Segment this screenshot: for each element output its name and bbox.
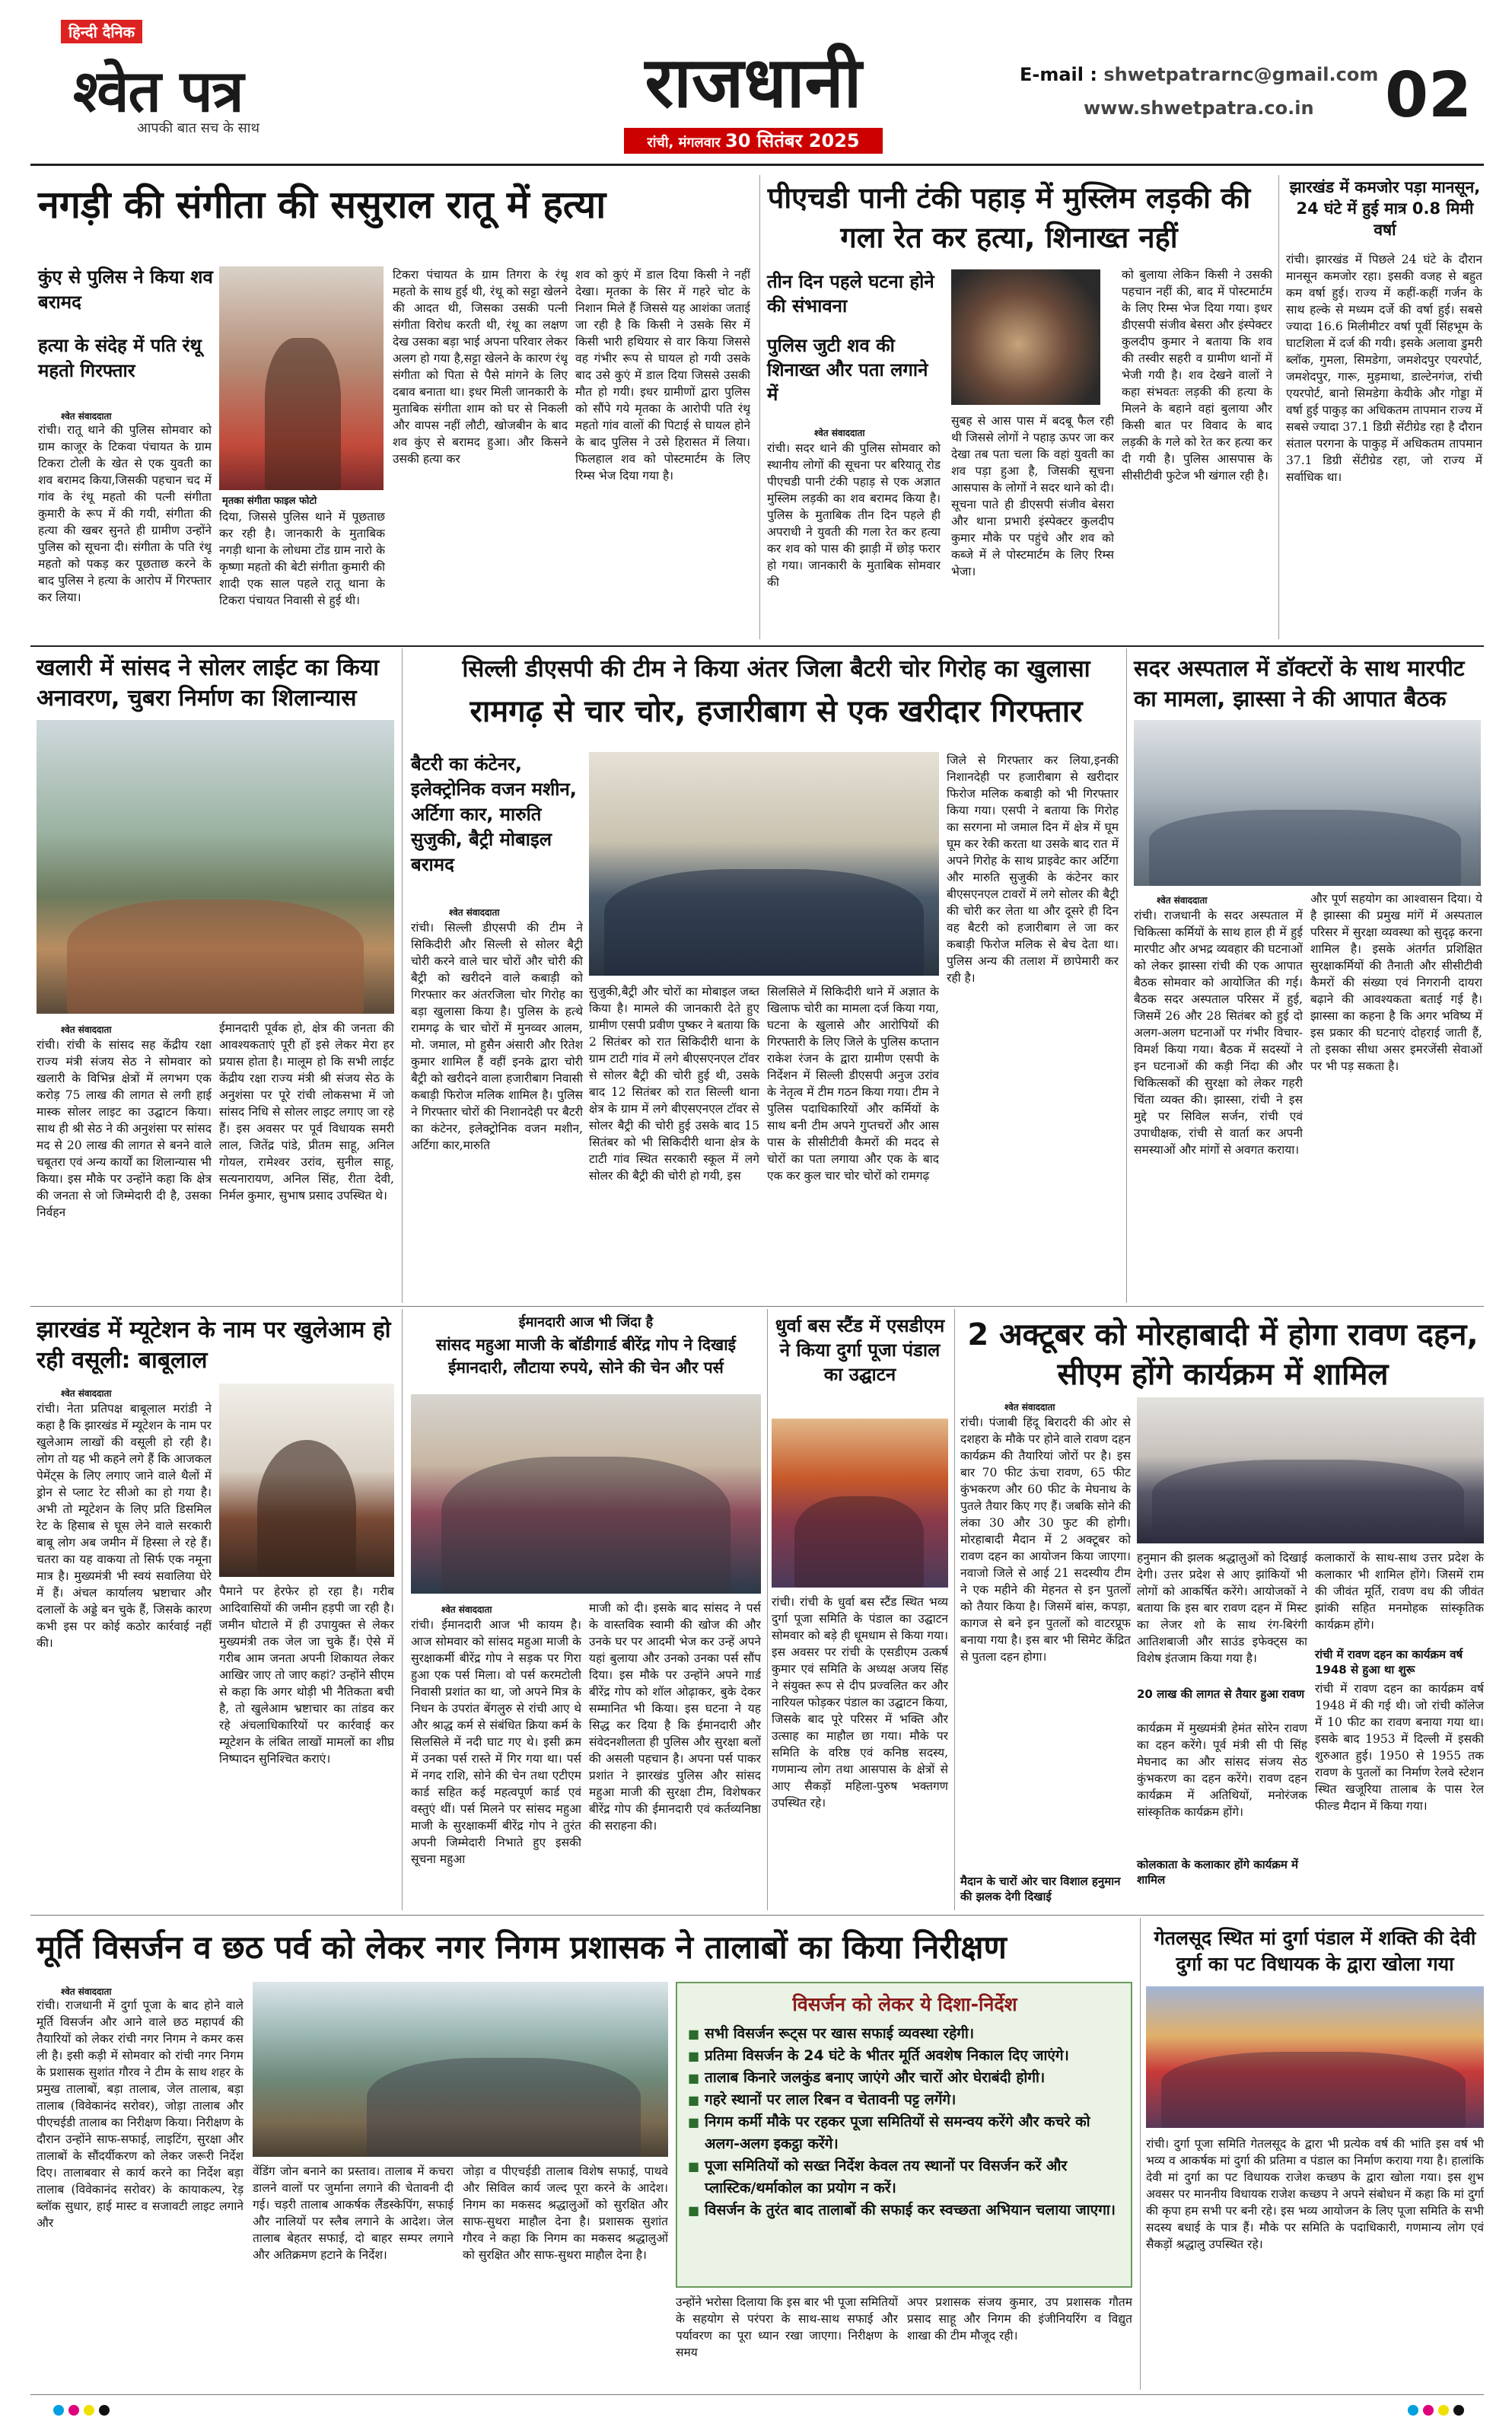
article-body: रांची। रातू थाने की पुलिस सोमवार को ग्राम काजूर के टिकवा पंचायत के ग्राम टिकरा टोली के खेत से एक युवती का शव बरामद किया,जिसकी पहचान चद में गांव के रंथू महतो की पत्नी संगीता कुमारी के रूप में की गयी, संगीता की हत्या की खबर सुनते ही ग्रामीण उन्होंने पुलिस को सूचना दी। संगीता के पति रंथू महतो को पकड़ कर पूछताछ करने के बाद पुलिस ने हत्या के आरोप में गिरफ्तार कर लिया। bbox=[38, 423, 212, 604]
email-line[interactable] bbox=[1020, 64, 1378, 85]
article-body: रांची। रांची के धुर्वा बस स्टैंड स्थित भव्य दुर्गा पूजा समिति के पंडाल का उद्घाटन सोमवार को बड़े ही धूमधाम से किया गया। इस अवसर पर रांची के एसडीएम उत्कर्ष कुमार एवं समिति के अध्यक्ष अजय सिंह ने संयुक्त रूप से दीप प्रज्वलित कर और नारियल फोड़कर पंडाल का उद्घाटन किया, जिसके बाद पूरे परिसर में भक्ति और उत्साह का माहौल छा गया। मौके पर समिति के वरिष्ठ एवं कनिष्ठ सदस्य, गणमान्य लोग तथा आसपास के क्षेत्रों से आए सैकड़ों महिला-पुरुष भक्तगण उपस्थित रहे। bbox=[772, 1595, 948, 1810]
registration-dot bbox=[1438, 2405, 1449, 2416]
masthead-rule bbox=[30, 164, 1484, 166]
headline[interactable]: खलारी में सांसद ने सोलर लाईट का किया अनावरण, चुबरा निर्माण का शिलान्यास bbox=[37, 655, 380, 712]
guideline-item: ■ पूजा समितियों को सख्त निर्देश केवल तय स्थानों पर विसर्जन करें और प्लास्टिक/थर्माकोल का प्रयोग न करें। bbox=[686, 2155, 1123, 2199]
subhead: 20 लाख की लागत से तैयार हुआ रावण bbox=[1137, 1687, 1305, 1701]
article-body: हनुमान की झलक श्रद्धालुओं को दिखाई देगी। उत्तर प्रदेश से आए झांकियों भी लोगों को आकर्षित करेंगे। आयोजकों ने बताया कि इस बार रावण दहन में मिस्ट का लेजर शो के साथ रंग-बिरंगी आतिशबाजी और साउंड इफेक्ट्स का विशेष इंतजाम किया गया है। bbox=[1137, 1551, 1307, 1665]
registration-dot bbox=[1453, 2405, 1464, 2416]
meeting-photo bbox=[1134, 720, 1481, 886]
section-title: राजधानी bbox=[645, 41, 862, 123]
guidelines-list bbox=[686, 2023, 1123, 2222]
guidelines-box bbox=[676, 1982, 1132, 2288]
ravan-organisers-photo bbox=[1137, 1397, 1484, 1543]
column-rule bbox=[767, 1309, 768, 1910]
date: 30 सितंबर 2025 bbox=[725, 130, 860, 151]
guideline-item: ■ निगम कर्मी मौके पर रहकर पूजा समितियों से समन्वय करेंगे और कचरे को अलग-अलग इकट्ठा करेंगे। bbox=[686, 2111, 1123, 2155]
pandal-photo bbox=[772, 1419, 948, 1588]
kicker: हत्या के संदेह में पति रंथू महतो गिरफ्तार bbox=[38, 335, 202, 381]
pond-inspection-photo bbox=[253, 1982, 668, 2157]
article-body: सुजुकी,बैट्री और चोरों का मोबाइल जब्त किया है। मामले की जानकारी देते हुए ग्रामीण एसपी प्रवीण पुष्कर ने बताया कि 2 सितंबर को रात सिकिदीरी थाना के ग्राम टाटी गांव में लगे बीएसएनएल टॉवर से सोलर बैट्री की चोरी हुई थी, उसके बाद 12 सितंबर को रात सिल्ली थाना क्षेत्र के ग्राम में लगे बीएसएनएल टॉवर से सोलर बैट्री की चोरी हुई उसके बाद 15 सितंबर को भी सिकिदीरी थाना क्षेत्र के टाटी गांव स्थित सरकारी स्कूल में लगे सोलर की बैट्री की चोरी हो गयी, इस bbox=[589, 985, 759, 1183]
registration-dot bbox=[1408, 2405, 1418, 2416]
article-body: रांची। दुर्गा पूजा समिति गेतलसूद के द्वारा भी प्रत्येक वर्ष की भांति इस वर्ष भी भव्य व आकर्षक मां दुर्गा की प्रतिमा व पंडाल का निर्माण कराया गया है। हालांकि देवी मां दुर्गा का पट विधायक राजेश कच्छप के द्वारा खोला गया। इस शुभ अवसर पर माननीय विधायक राजेश कच्छप ने अपने संबोधन में कहा कि मां दुर्गा की कृपा हम सभी पर बनी रहे। इस भव्य आयोजन के लिए पूजा समिति के सभी सदस्य बधाई के पात्र हैं। मौके पर समिति के पदाधिकारी, गणमान्य लोग एवं सैकड़ों श्रद्धालु उपस्थित रहे। bbox=[1146, 2137, 1484, 2251]
email-address[interactable]: shwetpatrarnc@gmail.com bbox=[1103, 64, 1379, 85]
registration-dot bbox=[84, 2405, 94, 2416]
registration-dot bbox=[68, 2405, 79, 2416]
kicker: ईमानदारी आज भी जिंदा है bbox=[518, 1314, 654, 1330]
article-body: अपर प्रशासक संजय कुमार, उप प्रशासक गौतम प्रसाद साहू और निगम की इंजीनियरिंग व विद्युत शाखा की टीम मौजूद रही। bbox=[907, 2295, 1132, 2343]
column-rule bbox=[954, 1309, 955, 1910]
column-rule bbox=[1278, 175, 1279, 639]
section-rule bbox=[30, 1915, 1484, 1916]
byline: श्वेत संवाददाता bbox=[61, 1388, 112, 1399]
victim-photo bbox=[951, 269, 1100, 405]
article-body: जिले से गिरफ्तार कर लिया,इनकी निशानदेही पर हजारीबाग से खरीदार फिरोज मलिक कबाड़ी को भी गिरफ्तार किया गया। एसपी ने बताया कि गिरोह का सरगना मो जमाल दिन में क्षेत्र में घूम घूम कर रेकी करता था उसके बाद रात में अपने गिरोह के साथ प्राइवेट कार अर्टिगा और मारुति सुजुकी के कंटेनर कार बीएसएनएल टावरों में लगे सोलर की बैट्री की चोरी कर लेता था और दूसरे ही दिन वह बैटरी को हजारीबाग ले जा कर कबाड़ी फिरोज मलिक से बेच देता था। पुलिस अन्य की तलाश में छापेमारी कर रही है। bbox=[947, 753, 1119, 985]
tagline: आपकी बात सच के साथ bbox=[137, 120, 259, 136]
article-body: दिया, जिससे पुलिस थाने में पूछताछ कर रही है। जानकारी के मुताबिक नगड़ी थाना के लोधमा टोंड ग्राम नारो के कृष्णा महतो की बेटी संगीता कुमारी की शादी एक साल पहले रातू थाना के टिकरा पंचायत निवासी से हुई थी। bbox=[219, 510, 385, 607]
guideline-item: ■ प्रतिमा विसर्जन के 24 घंटे के भीतर मूर्ति अवशेष निकाल दिए जाएंगे। bbox=[686, 2045, 1123, 2067]
page-number: 02 bbox=[1385, 59, 1472, 132]
article-body: उन्होंने भरोसा दिलाया कि इस बार भी पूजा समितियों के सहयोग से परंपरा के साथ-साथ सफाई और पर्यावरण का पूरा ध्यान रखा जाएगा। निरीक्षण के समय bbox=[676, 2295, 898, 2359]
headline[interactable]: सदर अस्पताल में डॉक्टरों के साथ मारपीट का मामला, झास्सा ने की आपात बैठक bbox=[1134, 655, 1465, 712]
article-body: कार्यक्रम में मुख्यमंत्री हेमंत सोरेन रावण का दहन करेंगे। पूर्व मंत्री सी पी सिंह मेघनाद का और सांसद संजय सेठ कुंभकरण का दहन करेंगे। रावण दहन कार्यक्रम में अतिथियों, मनोरंजक सांस्कृतिक कार्यक्रम होंगे। bbox=[1137, 1722, 1307, 1819]
byline: श्वेत संवाददाता bbox=[61, 411, 112, 422]
guideline-item: ■ तालाब किनारे जलकुंड बनाए जाएंगे और चारों ओर घेराबंदी होगी। bbox=[686, 2067, 1123, 2089]
masthead bbox=[0, 0, 1512, 151]
victim-photo bbox=[219, 266, 384, 490]
article-body: रांची। रांची के सांसद सह केंद्रीय रक्षा राज्य मंत्री संजय सेठ ने सोमवार को खलारी के विभिन्न क्षेत्रों में लगभग एक करोड़ 75 लाख की लागत से लगी हाई मास्क सोलर लाइट का उद्घाटन किया। साथ ही श्री सेठ ने की अनुशंसा पर सांसद मद से 20 लाख की लागत से बनने वाले चबूतरा एवं अन्य कार्यों का शिलान्यास भी किया। इस मौके पर उन्होंने कहा कि क्षेत्र की जनता से जो जिम्मेदारी दी है, उसका निर्वहन bbox=[37, 1038, 212, 1219]
byline: श्वेत संवाददाता bbox=[1004, 1402, 1055, 1413]
article-body: और पूर्ण सहयोग का आश्वासन दिया। ये है झास्सा की प्रमुख मांगें में अस्पताल परिसर में सुरक्षा व्यवस्था को सुदृढ़ करना शामिल है। इसके अंतर्गत प्रशिक्षित सुरक्षाकर्मियों की तैनाती और सीसीटीवी कैमरों की संख्या एवं निगरानी दायरा बढ़ाने की आवश्यकता बताई गई है। झास्सा का कहना है कि अगर भविष्य में इस प्रकार की घटनाएं दोहराई जाती हैं, तो इसका सीधा असर इमरजेंसी सेवाओं पर भी पड़ सकता है। bbox=[1310, 892, 1482, 1073]
article-body: को बुलाया लेकिन किसी ने उसकी पहचान नहीं की, बाद में पोस्टमार्टम के लिए रिम्स भेज दिया गया। इधर डीएसपी संजीव बेसरा और इंस्पेक्टर कुलदीप कुमार ने बताया कि शव की तस्वीर सहरी व ग्रामीण थानों में भेजी गयी है। शव देखने वालों ने कहा संभवतः लड़की की हत्या के मिलने के बहाने वहां बुलाया और किसी बात पर विवाद के बाद लड़की के गले को रेत कर हत्या कर दी गयी है। पुलिस आसपास के सीसीटीवी फुटेज भी खंगाल रही है। bbox=[1122, 268, 1272, 483]
section-rule bbox=[30, 645, 1484, 647]
subhead: मैदान के चारों ओर चार विशाल हनुमान की झलक देगी दिखाई bbox=[960, 1874, 1121, 1903]
headline[interactable]: गेतलसूद स्थित मां दुर्गा पंडाल में शक्ति की देवी दुर्गा का पट विधायक के द्वारा खोला गया bbox=[1154, 1927, 1476, 1975]
article-body: पैमाने पर हेरफेर हो रहा है। गरीब आदिवासियों की जमीन हड़पी जा रही है। जमीन घोटाले में ही उपायुक्त से लेकर मुख्यमंत्री तक जेल जा चुके हैं। ऐसे में गरीब आम जनता अपनी शिकायत लेकर आखिर जाए तो जाए कहां? उन्होंने सीएम से कहा कि अगर थोड़ी भी नैतिकता बची है, तो खुलेआम भ्रष्टाचार का तांडव कर रहे अंचलाधिकारियों पर कार्रवाई कर म्यूटेशन के लंबित लाखों मामलों का शीघ्र निष्पादन सुनिश्चित कराएं। bbox=[219, 1585, 394, 1766]
headline[interactable]: मूर्ति विसर्जन व छठ पर्व को लेकर नगर निगम प्रशासक ने तालाबों का किया निरीक्षण bbox=[37, 1929, 1007, 1966]
article-body: कलाकारों के साथ-साथ उत्तर प्रदेश के कलाकार भी शामिल होंगे। जिसमें राम की जीवंत मूर्ति, रावण वध की जीवंत झांकी सहित मनमोहक सांस्कृतिक कार्यक्रम होंगे। bbox=[1315, 1551, 1484, 1632]
headline[interactable]: पीएचडी पानी टंकी पहाड़ में मुस्लिम लड़की की गला रेत कर हत्या, शिनाख्त नहीं bbox=[767, 181, 1251, 254]
headline[interactable]: सांसद महुआ माजी के बॉडीगार्ड बीरेंद्र गोप ने दिखाई ईमानदारी, लौटाया रुपये, सोने की चेन और पर्स bbox=[436, 1336, 736, 1377]
dateline-bar bbox=[624, 128, 883, 154]
headline[interactable]: झारखंड में म्यूटेशन के नाम पर खुलेआम हो रही वसूली: बाबूलाल bbox=[37, 1317, 391, 1374]
kicker: कुंए से पुलिस ने किया शव बरामद bbox=[38, 266, 213, 313]
column-rule bbox=[402, 648, 403, 1303]
kicker: पुलिस जुटी शव की शिनाख्त और पता लगाने में bbox=[767, 335, 928, 405]
kicker: बैटरी का कंटेनर, इलेक्ट्रोनिक वजन मशीन, अर्टिगा कार, मारुति सुजुकी, बैट्री मोबाइल बरामद bbox=[411, 753, 577, 875]
headline[interactable]: झारखंड में कमजोर पड़ा मानसून, 24 घंटे में हुई मात्र 0.8 मिमी वर्षा bbox=[1289, 178, 1481, 239]
photo-caption: मृतका संगीता फाइल फोटो bbox=[222, 495, 317, 507]
article-body: शव को कुएं में डाल दिया किसी ने नहीं देखा। मृतका के सिर में गहरे चोट के निशान मिले हैं जिससे यह आशंका जताई जा रही है कि किसी ने उसके सिर में किसी भारी हथियार से वार किया जिससे वह गंभीर रूप से घायल हो गयी उसके बाद उसे कुएं में डाल दिया जिससे उसकी मौत हो गयी। इधर ग्रामीणों द्वारा पुलिस को सौंपे गये मृतका के आरोपी पति रंथू महतो गांव वालों की पिटाई से घायल होने के बाद पुलिस ने उसे हिरासत में लिया। फिलहाल शव को पोस्टमार्टम के लिए रिम्स भेज दिया गया है। bbox=[575, 268, 750, 483]
article-body: सुबह से आस पास में बदबू फैल रही थी जिससे लोगों ने पहाड़ ऊपर जा कर देखा तब पता चला कि वहां युवती का शव पड़ा हुआ है, जिसकी सूचना आसपास के लोगों ने सदर थाने को दी। सूचना पाते ही डीएसपी संजीव बेसरा और थाना प्रभारी इंस्पेक्टर कुलदीप कुमार मौके पर पहुंचे और शव को कब्जे में ले पोस्टमार्टम के लिए रिम्स भेजा। bbox=[951, 414, 1114, 578]
byline: श्वेत संवाददाता bbox=[814, 428, 865, 438]
headline[interactable]: धुर्वा बस स्टैंड में एसडीएम ने किया दुर्गा पूजा पंडाल का उद्घाटन bbox=[775, 1315, 945, 1385]
registration-dot bbox=[53, 2405, 64, 2416]
article-body: रांची। नेता प्रतिपक्ष बाबूलाल मरांडी ने कहा है कि झारखंड में म्यूटेशन के नाम पर खुलेआम लाखों की वसूली हो रही है। लोग तो यह भी कहने लगे हैं कि आजकल पेमेंट्स के लिए लगाए जाने वाले थैलों में ड्रोन से प्लाट रेट सीओ का हो गया है। अभी तो म्यूटेशन के लिए प्रति डिसमिल रेट के हिसाब से घूस लेने वाले सरकारी बाबू लोग अब जमीन में हिस्सा ले रहे हैं। चतरा का यह वाकया तो सिर्फ एक नमूना मात्र है। मुख्यमंत्री भी स्वयं सवालिया घेरे में हैं। अंचल कार्यालय भ्रष्टाचार और दलालों के अड्डे बन चुके हैं, जिसके कारण कभी इस पर कोई कठोर कार्रवाई नहीं की। bbox=[37, 1402, 212, 1650]
article-body: रांची। झारखंड में पिछले 24 घंटे के दौरान मानसून कमजोर रहा। इसकी वजह से बहुत कम वर्षा हुई। राज्य में कहीं-कहीं गर्जन के साथ हल्के से मध्यम दर्जे की वर्षा हुई। सबसे ज्यादा 16.6 मिलीमीटर वर्षा पूर्वी सिंहभूम के घाटशिला में दर्ज की गयी। इसके अलावा डुमरी ब्लॉक, गुमला, सिमडेगा, जमशेदपुर एयरपोर्ट, जमशेदपुर, गारू, मुड़माथा, डाल्टेनगंज, रांची एयरपोर्ट, बानो सिमडेगा केयीके और गोड्डा में वर्षा हुई पाकुड़ का अधिकतम तापमान राज्य में सबसे ज्यादा 37.1 डिग्री सेंटीग्रेड रहा है दौरान संताल परगना के पाकुड़ में अधिकतम तापमान 37.1 डिग्री सेंटीग्रेड रहा, जो राज्य में सर्वाधिक था। bbox=[1286, 253, 1482, 484]
paper-logo: श्वेत पत्र bbox=[73, 57, 244, 125]
subhead: कोलकाता के कलाकार होंगे कार्यक्रम में शामिल bbox=[1137, 1858, 1299, 1887]
guidelines-title: विसर्जन को लेकर ये दिशा-निर्देश bbox=[792, 1993, 1017, 2015]
headline[interactable]: रामगढ़ से चार चोर, हजारीबाग से एक खरीदार गिरफ्तार bbox=[470, 694, 1083, 729]
article-body: रांची। ईमानदारी आज भी कायम है। आज सोमवार को सांसद महुआ माजी के सुरक्षाकर्मी बीरेंद्र गोप ने सड़क पर गिरा हुआ एक पर्स मिला। वो पर्स करमटोली निवासी प्रशांत का था, जो अपने मित्र के निधन के उपरांत बेंगलुरु से रांची आए थे और श्राद्ध कर्म से संबंधित क्रिया कर्म के सिलसिले में नदी घाट गए थे। इसी क्रम में उनका पर्स रास्ते में गिर गया था। पर्स में नगद राशि, सोने की चेन तथा एटीएम कार्ड सहित कई महत्वपूर्ण कार्ड एवं वस्तुएं थीं। पर्स मिलने पर सांसद महुआ माजी के सुरक्षाकर्मी बीरेंद्र गोप ने तुरंत अपनी जिम्मेदारी निभाते हुए इसकी सूचना महुआ bbox=[411, 1618, 581, 1866]
article-body: रांची। पंजाबी हिंदू बिरादरी की ओर से दशहरा के मौके पर होने वाले रावण दहन कार्यक्रम की तैयारियां जोरों पर है। इस बार 70 फीट ऊंचा रावण, 65 फीट कुंभकरण और 60 फीट के मेघनाथ के पुतले तैयार किए गए हैं। जबकि सोने की लंका 30 और 30 फुट की होगी। मोरहाबादी मैदान में 2 अक्टूबर को रावण दहन का आयोजन किया जाएगा। नवाजो जिले से आई 21 सदस्यीय टीम ने एक महीने की मेहनत से इन पुतलों को तैयार किया है। जिसमें बांस, कपड़ा, कागज से बने इन पुतलों को वाटरप्रूफ बनाया गया है। इस बार भी सिमेट केंद्रित से पुतला दहन होगा। bbox=[960, 1416, 1131, 1664]
article-body: माजी को दी। इसके बाद सांसद ने पर्स के वास्तविक स्वामी की खोज की और उनके घर पर आदमी भेज कर उन्हें अपने यहां बुलाया और उनको उनका पर्स सौंप दिया। इस मौके पर उन्होंने अपने गार्ड बीरेंद्र गोप को शॉल ओढ़ाकर, बुके देकर सम्मानित भी किया। इस घटना ने यह सिद्ध कर दिया है कि ईमानदारी और संवेदनशीलता ही पुलिस और सुरक्षा बलों की असली पहचान है। अपना पर्स पाकर प्रशांत ने झारखंड पुलिस और सांसद महुआ माजी की सुरक्षा टीम, विशेषकर बीरेंद्र गोप की ईमानदारी एवं कर्तव्यनिष्ठा की सराहना की। bbox=[589, 1601, 761, 1833]
byline: श्वेत संवाददाता bbox=[449, 907, 500, 918]
byline: श्वेत संवाददाता bbox=[61, 1024, 112, 1035]
byline: श्वेत संवाददाता bbox=[1157, 895, 1208, 906]
article-body: रांची। राजधानी में दुर्गा पूजा के बाद होने वाले मूर्ति विसर्जन और आने वाले छठ महापर्व की तैयारियों को लेकर रांची नगर निगम ने कमर कस ली है। इसी कड़ी में सोमवार को रांची नगर निगम के प्रशासक सुशांत गौरव ने टीम के साथ शहर के प्रमुख तालाबों, बड़ा तालाब, जेल तालाब, बड़ा तालाब (विवेकानंद सरोवर), जोड़ा तालाब और पीएचईडी तालाब का निरीक्षण किया। निरीक्षण के दौरान उन्होंने साफ-सफाई, लाइटिंग, सुरक्षा और तालाबों के सौंदर्यीकरण को लेकर जरूरी निर्देश दिए। तालाबवार से कार्य करने का निर्देश बड़ा तालाब (विवेकानंद सरोवर) के कायाकल्प, रेड़ ब्लॉक सुधार, हाई मास्ट व सजावटी लाइट लगाने और bbox=[37, 1999, 244, 2230]
footer-rule bbox=[30, 2394, 1484, 2395]
article-body: ईमानदारी पूर्वक हो, क्षेत्र की जनता की आवश्यकताएं पूरी हों इसे लेकर मेरा हर प्रयास होता है। मालूम हो कि सभी लाईट केंद्रीय रक्षा राज्य मंत्री श्री संजय सेठ के अनुशंसा पर पूरे रांची लोकसभा में जो सांसद निधि से सोलर लाइट लगाए जा रहे हैं। इस अवसर पर पूर्व विधायक समरी लाल, जितेंद्र पांडे, प्रीतम साहू, अनिल गोयल, रामेश्वर उरांव, सुनील साहू, सत्यनारायण, अनिल सिंह, रीता देवी, निर्मल कुमार, सुभाष प्रसाद उपस्थित थे। bbox=[219, 1021, 394, 1202]
headline[interactable]: 2 अक्टूबर को मोरहाबादी में होगा रावण दहन, सीएम होंगे कार्यक्रम में शामिल bbox=[967, 1317, 1479, 1392]
website-link[interactable]: www.shwetpatra.co.in bbox=[1084, 97, 1314, 119]
babulal-photo bbox=[219, 1384, 394, 1577]
column-rule bbox=[1140, 1918, 1141, 2390]
article-body: जोड़ा व पीएचईडी तालाब विशेष सफाई, पाथवे और सिविल कार्य जल्द पूरा करने के आदेश। निगम का मकसद श्रद्धालुओं को सुरक्षित और साफ-सुथरा माहौल देना है। प्रशासक सुशांत गौरव ने कहा कि निगम का मकसद श्रद्धालुओं को सुरक्षित और साफ-सुथरा माहौल देना है। bbox=[463, 2164, 668, 2262]
byline: श्वेत संवाददाता bbox=[61, 1986, 112, 1997]
column-rule bbox=[1126, 648, 1127, 1303]
article-body: रांची। राजधानी के सदर अस्पताल में चिकित्सा कर्मियों के साथ हाल ही में हुई मारपीट और अभद्र व्यवहार की घटनाओं को लेकर झास्सा रांची की एक आपात बैठक सोमवार को आयोजित की गई। बैठक सदर अस्पताल परिसर में हुई, जिसमें 26 और 28 सितंबर को हुई दो अलग-अलग घटनाओं पर गंभीर विचार-विमर्श किया गया। बैठक में सदस्यों ने इन घटनाओं की कड़ी निंदा की और चिकित्सकों की सुरक्षा को लेकर गहरी चिंता व्यक्त की। झास्सा, रांची ने इस मुद्दे पर सिविल सर्जन, रांची एवं उपाधीक्षक, रांची से वार्ता कर अपनी समस्याओं और मांगों से अवगत कराया। bbox=[1134, 909, 1303, 1157]
column-rule bbox=[759, 175, 760, 639]
article-body: टिकरा पंचायत के ग्राम तिगरा के रंथू महतो के साथ हुई थी, रंथू को सट्टा खेलने की आदत थी, जिसका उसकी पत्नी संगीता विरोध करती थी, रंथू का लक्षण देख उसका बड़ा भाई अपना परिवार लेकर अलग हो गया है,सट्टा खेलने के कारण रंथू संगीता को पिता से पैसे मांगने के लिए दबाव बनाता था। इधर मिली जानकारी के मुताबिक संगीता शाम को घर से निकली और वापस नहीं लौटी, खोजबीन के बाद शव कुंए से बरामद हुआ। और किसने उसकी हत्या कर bbox=[393, 268, 568, 466]
article-body: रांची। सदर थाने की पुलिस सोमवार को स्थानीय लोगों की सूचना पर बरियातू रोड पीएचडी पानी टंकी पहाड़ से एक अज्ञात मुस्लिम लड़की का शव बरामद किया है। पुलिस के मुताबिक तीन दिन पहले ही अपराधी ने युवती की गला रेत कर हत्या कर शव को पास की झाड़ी में छोड़ फरार हो गया। जानकारी के मुताबिक सोमवार की bbox=[767, 441, 941, 589]
paper-tag: हिन्दी दैनिक bbox=[61, 20, 142, 43]
headline[interactable]: सिल्ली डीएसपी की टीम ने किया अंतर जिला बैटरी चोर गिरोह का खुलासा bbox=[462, 655, 1090, 683]
subhead: रांची में रावण दहन का कार्यक्रम वर्ष 1948 से हुआ था शुरू bbox=[1315, 1648, 1463, 1677]
registration-dot bbox=[1423, 2405, 1434, 2416]
handover-photo bbox=[411, 1394, 761, 1594]
guideline-item: ■ विसर्जन के तुरंत बाद तालाबों की सफाई कर स्वच्छता अभियान चलाया जाएगा। bbox=[686, 2199, 1123, 2222]
guideline-item: ■ सभी विसर्जन रूट्स पर खास सफाई व्यवस्था रहेगी। bbox=[686, 2023, 1123, 2045]
registration-dot bbox=[99, 2405, 110, 2416]
police-press-photo bbox=[589, 752, 939, 976]
article-body: वेंडिंग जोन बनाने का प्रस्ताव। तालाब में कचरा डालने वालों पर जुर्माना लगाने की चेतावनी दी गई। चड़री तालाब आकर्षक लैंडस्केपिंग, सफाई और नालियों पर स्लैब लगाने के आदेश। जेल तालाब बेहतर सफाई, दो बाहर सम्पर लगाने और अतिक्रमण हटाने के निर्देश। bbox=[253, 2164, 454, 2262]
guideline-item: ■ गहरे स्थानों पर लाल रिबन व चेतावनी पट्ट लगेंगे। bbox=[686, 2089, 1123, 2111]
article-body: रांची। सिल्ली डीएसपी की टीम ने सिकिदीरी और सिल्ली से सोलर बैट्री चोरी करने वाले चार चोरों और चोरी की बैट्री को खरीदने वाले कबाड़ी को गिरफ्तार कर अंतरजिला चोर गिरोह का बड़ा खुलासा किया है। पुलिस के हत्थे रामगढ़ के चार चोरों में मुनव्वर आलम, मो. जमाल, मो हुसैन अंसारी और रितेश कुमार शामिल हैं वहीं इनके द्वारा चोरी बैट्री को खरीदने वाला हजारीबाग निवासी कबाड़ी फिरोज मलिक शामिल है। पुलिस ने गिरफ्तार चोरों की निशानदेही पर बैटरी का कंटेनर, इलेक्ट्रोनिक वजन मशीन, अर्टिगा कार,मारुति bbox=[411, 921, 583, 1152]
column-rule bbox=[402, 1309, 403, 1910]
kicker: तीन दिन पहले घटना होने की संभावना bbox=[767, 271, 934, 317]
dateline: रांची, मंगलवार bbox=[647, 135, 721, 151]
section-rule bbox=[30, 1306, 1484, 1307]
article-body: रांची में रावण दहन का कार्यक्रम वर्ष 1948 में की गई थी। जो रांची कॉलेज में 10 फीट का रावण बनाया गया था। इसके बाद 1953 में दिल्ली में इसकी शुरुआत हुई। 1950 से 1955 तक रावण के पुतलों का निर्माण रेलवे स्टेशन स्थित खजूरिया तालाब के पास रेल फील्ड मैदान में किया गया। bbox=[1315, 1682, 1484, 1813]
email-label: E-mail : bbox=[1020, 64, 1097, 85]
solar-event-photo bbox=[37, 720, 394, 1014]
article-body: सिलसिले में सिकिदीरी थाने में अज्ञात के खिलाफ चोरी का मामला दर्ज किया गया, घटना के खुलासे और आरोपियों की गिरफ्तारी के लिए जिले के पुलिस कप्तान राकेश रंजन के द्वारा ग्रामीण एसपी के निर्देशन में सिल्ली डीएसपी अनुज उरांव के नेतृत्व में टीम गठन किया गया। टीम ने पुलिस पदाधिकारियों और कर्मियों के साथ बनी टीम अपने गुप्तचरों और आस पास के सीसीटीवी कैमरों की मदद से चोरों का पता लगाया और एक के बाद एक कर कुल चार चोर चोरों को रामगढ़ bbox=[767, 985, 939, 1183]
byline: श्वेत संवाददाता bbox=[441, 1604, 492, 1615]
headline[interactable]: नगड़ी की संगीता की ससुराल रातू में हत्या bbox=[38, 183, 606, 227]
durga-pandal-photo bbox=[1146, 1986, 1484, 2128]
